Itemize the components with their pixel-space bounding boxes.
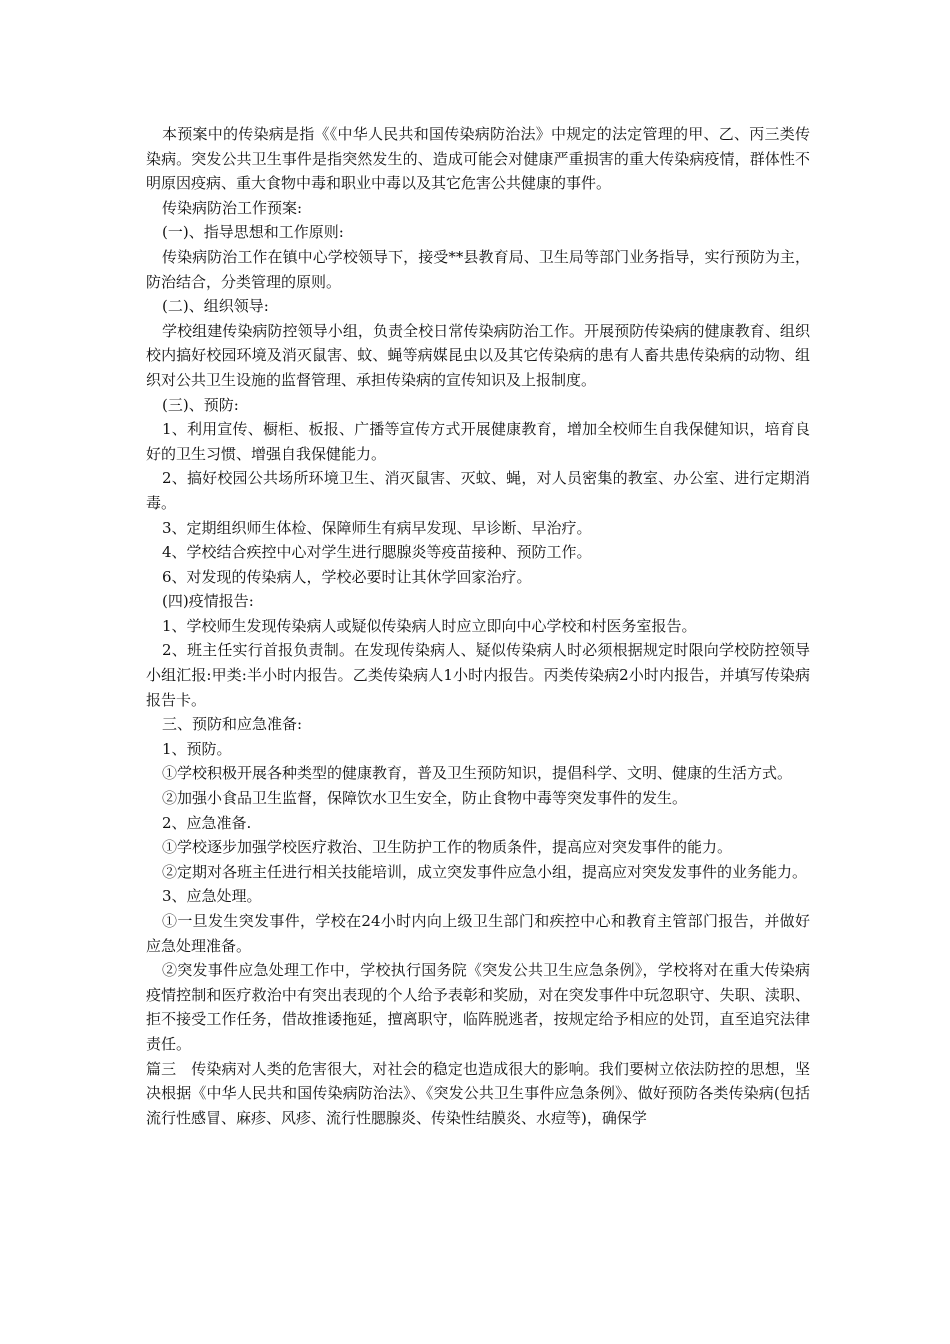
subheading-emergency-handling: 3、应急处理。 bbox=[162, 887, 262, 906]
list-item-prevention-4: 4、学校结合疾控中心对学生进行腮腺炎等疫苗接种、预防工作。 bbox=[162, 543, 592, 562]
paragraph-organization: 学校组建传染病防控领导小组，负责全校日常传染病防治工作。开展预防传染病的健康教育、组织校内搞好校园环境及消灭鼠害、蚊、蝇等病媒昆虫以及其它传染病的患有人畜共患传染病的动物、组织对公共卫生设施的监督管理、承担传染病的宣传知识及上报制度。 bbox=[146, 321, 810, 389]
list-item-report-2: 2、班主任实行首报负责制。在发现传染病人、疑似传染病人时必须根据规定时限向学校防控领导小组汇报:甲类:半小时内报告。乙类传染病人1小时内报告。丙类传染病2小时内报告，并填写传染病报告卡。 bbox=[146, 641, 810, 709]
list-item-circled-2c: ②突发事件应急处理工作中，学校执行国务院《突发公共卫生应急条例》，学校将对在重大传染病疫情控制和医疗救治中有突出表现的个人给予表彰和奖励，对在突发事件中玩忽职守、失职、渎职、拒不接受工作任务，借故推诿拖延，擅离职守，临阵脱逃者，按规定给予相应的处罚，直至追究法律责任。 bbox=[146, 961, 810, 1053]
heading-section-3: (三)、预防: bbox=[162, 395, 239, 414]
list-item-circled-1a: ①学校积极开展各种类型的健康教育，普及卫生预防知识，提倡科学、文明、健康的生活方式。 bbox=[162, 764, 793, 783]
list-item-circled-1c: ①一旦发生突发事件，学校在24小时内向上级卫生部门和疾控中心和教育主管部门报告，并做好应急处理准备。 bbox=[146, 912, 810, 955]
list-item-prevention-1: 1、利用宣传、橱柜、板报、广播等宣传方式开展健康教育，增加全校师生自我保健知识，培育良好的卫生习惯、增强自我保健能力。 bbox=[146, 420, 810, 463]
list-item-report-1: 1、学校师生发现传染病人或疑似传染病人时应立即向中心学校和村医务室报告。 bbox=[162, 616, 697, 635]
list-item-prevention-6: 6、对发现的传染病人，学校必要时让其休学回家治疗。 bbox=[162, 567, 532, 586]
list-item-circled-2b: ②定期对各班主任进行相关技能培训，成立突发事件应急小组，提高应对突发发事件的业务能力。 bbox=[162, 862, 808, 881]
heading-part-3: 三、预防和应急准备: bbox=[162, 715, 303, 734]
list-item-circled-2a: ②加强小食品卫生监督，保障饮水卫生安全，防止食物中毒等突发事件的发生。 bbox=[162, 789, 688, 808]
paragraph-principles: 传染病防治工作在镇中心学校领导下，接受**县教育局、卫生局等部门业务指导，实行预防为主，防治结合，分类管理的原则。 bbox=[146, 247, 810, 291]
paragraph-part-three: 篇三 传染病对人类的危害很大，对社会的稳定也造成很大的影响。我们要树立依法防控的思想，坚决根据《中华人民共和国传染病防治法》、《突发公共卫生事件应急条例》、做好预防各类传染病(包括流行性感冒、麻疹、风疹、流行性腮腺炎、传染性结膜炎、水痘等)，确保学 bbox=[146, 1059, 810, 1127]
heading-section-1: (一)、指导思想和工作原则: bbox=[162, 223, 344, 242]
paragraph-definition: 本预案中的传染病是指《《中华人民共和国传染病防治法》中规定的法定管理的甲、乙、丙三类传染病。突发公共卫生事件是指突然发生的、造成可能会对健康严重损害的重大传染病疫情，群体性不明原因疫病、重大食物中毒和职业中毒以及其它危害公共健康的事件。 bbox=[146, 125, 810, 193]
list-item-prevention-2: 2、搞好校园公共场所环境卫生、消灭鼠害、灭蚊、蝇，对人员密集的教室、办公室、进行定期消毒。 bbox=[146, 469, 810, 512]
list-item-prevention-3: 3、定期组织师生体检、保障师生有病早发现、早诊断、早治疗。 bbox=[162, 518, 592, 537]
document-page bbox=[146, 122, 810, 1130]
subheading-emergency-prep: 2、应急准备. bbox=[162, 813, 252, 832]
heading-section-4: (四)疫情报告: bbox=[162, 592, 254, 611]
heading-prevention-plan: 传染病防治工作预案: bbox=[162, 198, 303, 217]
heading-section-2: (二)、组织领导: bbox=[162, 297, 269, 316]
subheading-prevention: 1、预防。 bbox=[162, 739, 232, 758]
list-item-circled-1b: ①学校逐步加强学校医疗救治、卫生防护工作的物质条件，提高应对突发事件的能力。 bbox=[162, 838, 733, 857]
